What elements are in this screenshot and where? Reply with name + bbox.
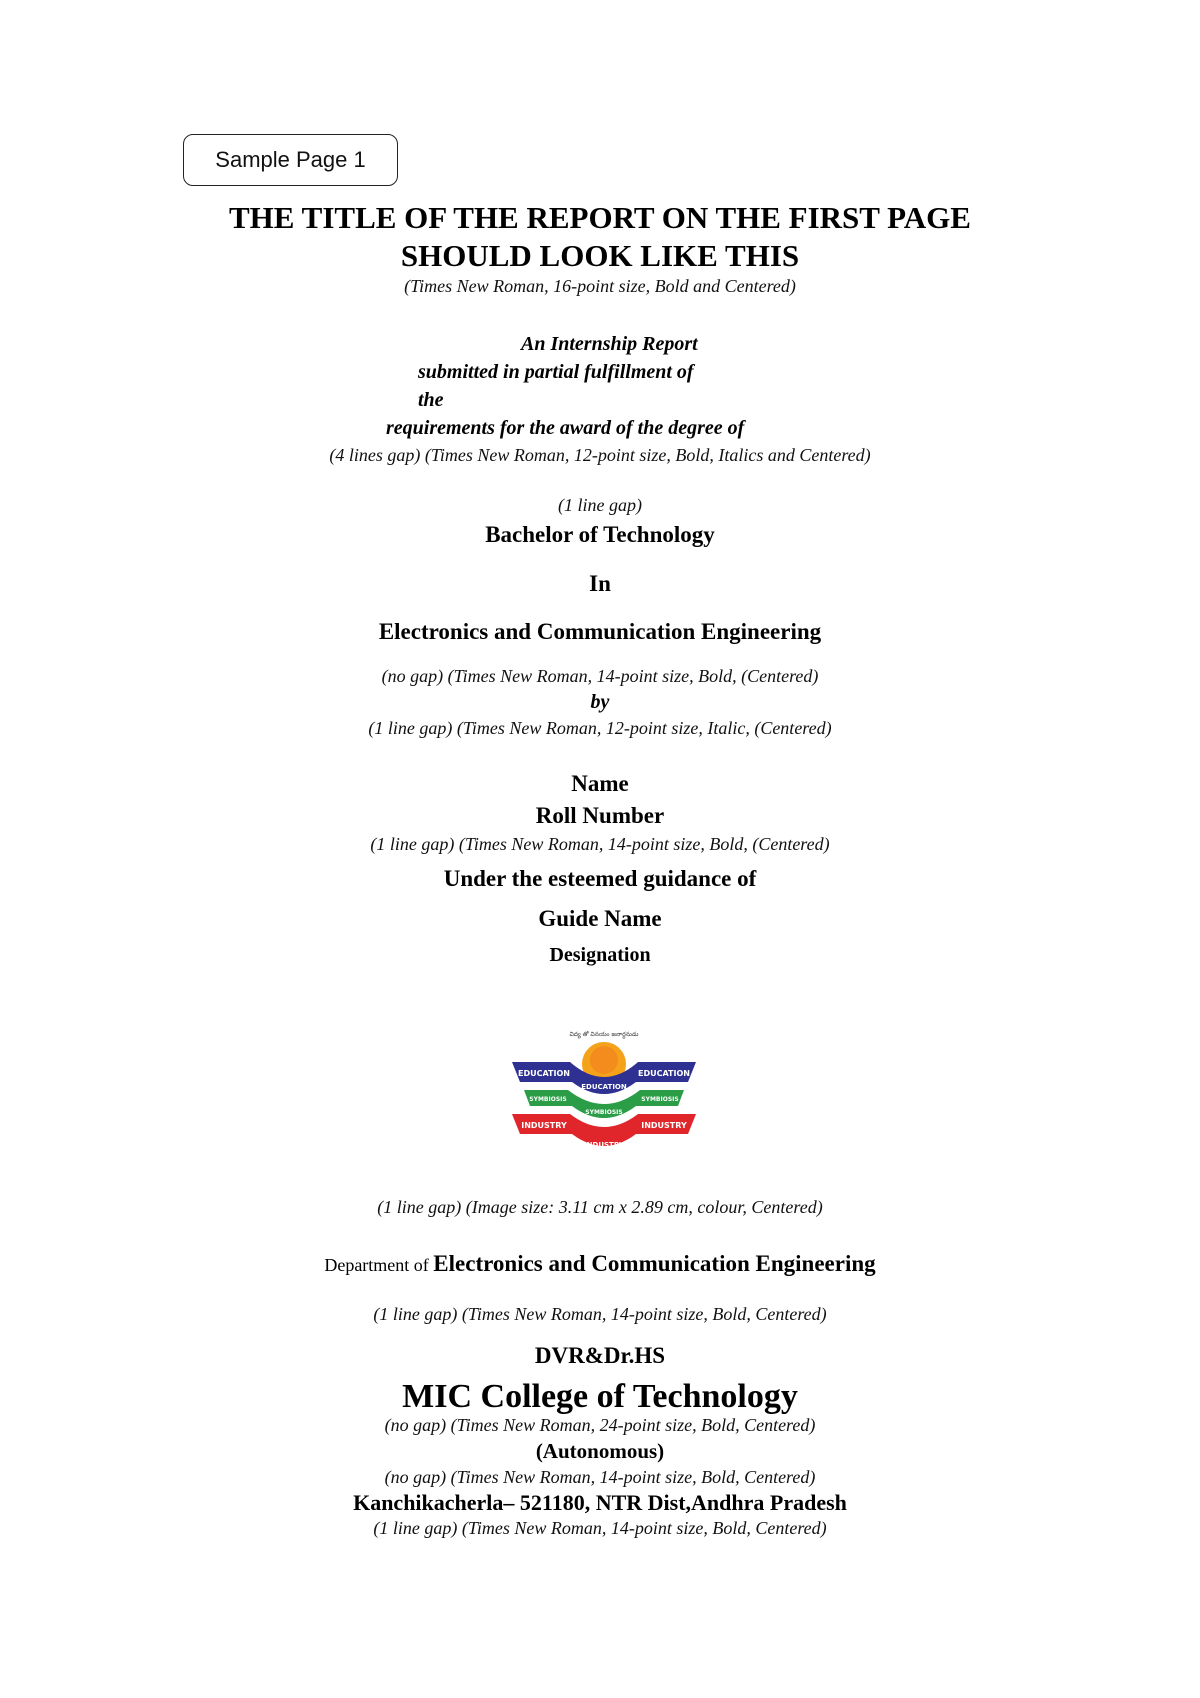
svg-text:EDUCATION: EDUCATION: [518, 1069, 570, 1078]
college-address: Kanchikacherla– 521180, NTR Dist,Andhra Pradesh: [353, 1490, 847, 1515]
department-prefix: Department of: [324, 1255, 434, 1275]
student-name: Name: [571, 771, 629, 796]
sample-page-label: Sample Page 1: [183, 134, 398, 186]
intro-line-4: requirements for the award of the degree of: [386, 417, 745, 439]
svg-text:SYMBIOSIS: SYMBIOSIS: [585, 1109, 623, 1116]
college-name-format-note: (no gap) (Times New Roman, 24-point size, Bold, Centered): [384, 1415, 816, 1435]
department-line: [0, 1249, 1200, 1280]
svg-text:EDUCATION: EDUCATION: [638, 1069, 690, 1078]
guidance-heading: Under the esteemed guidance of: [443, 866, 757, 891]
college-name: MIC College of Technology: [402, 1378, 798, 1415]
intro-line-2: submitted in partial fulfillment of: [418, 361, 694, 383]
guide-name: Guide Name: [538, 906, 662, 931]
college-status: (Autonomous): [535, 1439, 665, 1463]
intro-line-3: the: [418, 389, 444, 411]
student-format-note: (1 line gap) (Times New Roman, 14-point size, Bold, (Centered): [370, 834, 830, 854]
report-title-line-1: THE TITLE OF THE REPORT ON THE FIRST PAGE: [229, 200, 971, 235]
status-format-note: (no gap) (Times New Roman, 14-point size, Bold, Centered): [384, 1467, 816, 1487]
degree-format-note: (no gap) (Times New Roman, 14-point size, Bold, (Centered): [381, 666, 819, 686]
department-name: Electronics and Communication Engineering: [433, 1251, 876, 1276]
title-format-note: (Times New Roman, 16-point size, Bold and Centered): [404, 276, 796, 296]
roll-number: Roll Number: [535, 803, 665, 828]
department-format-note: (1 line gap) (Times New Roman, 14-point size, Bold, Centered): [373, 1304, 827, 1324]
svg-text:EDUCATION: EDUCATION: [581, 1083, 627, 1091]
report-title-line-2: SHOULD LOOK LIKE THIS: [400, 238, 800, 273]
by-format-note: (1 line gap) (Times New Roman, 12-point size, Italic, (Centered): [368, 718, 832, 738]
svg-text:SYMBIOSIS: SYMBIOSIS: [641, 1096, 679, 1103]
svg-text:SYMBIOSIS: SYMBIOSIS: [529, 1096, 567, 1103]
college-emblem-icon: [508, 1010, 700, 1160]
image-format-note: (1 line gap) (Image size: 3.11 cm x 2.89 cm, colour, Centered): [377, 1197, 823, 1217]
emblem-motto: విద్య తో వినయం జనార్ధనుడు: [569, 1031, 639, 1038]
svg-text:INDUSTRY: INDUSTRY: [521, 1121, 567, 1130]
guide-designation: Designation: [549, 944, 651, 966]
college-prefix: DVR&Dr.HS: [534, 1343, 666, 1368]
svg-text:INDUSTRY: INDUSTRY: [584, 1141, 624, 1149]
svg-text:INDUSTRY: INDUSTRY: [641, 1121, 687, 1130]
by-label: by: [590, 691, 610, 713]
address-format-note: (1 line gap) (Times New Roman, 14-point size, Bold, Centered): [373, 1518, 827, 1538]
intro-format-note: (4 lines gap) (Times New Roman, 12-point size, Bold, Italics and Centered): [329, 445, 871, 465]
gap-note: (1 line gap): [558, 495, 642, 515]
intro-line-1: An Internship Report: [521, 333, 698, 355]
degree-branch: Electronics and Communication Engineering: [378, 619, 822, 644]
degree-in: In: [589, 571, 611, 596]
degree-name: Bachelor of Technology: [485, 522, 715, 547]
